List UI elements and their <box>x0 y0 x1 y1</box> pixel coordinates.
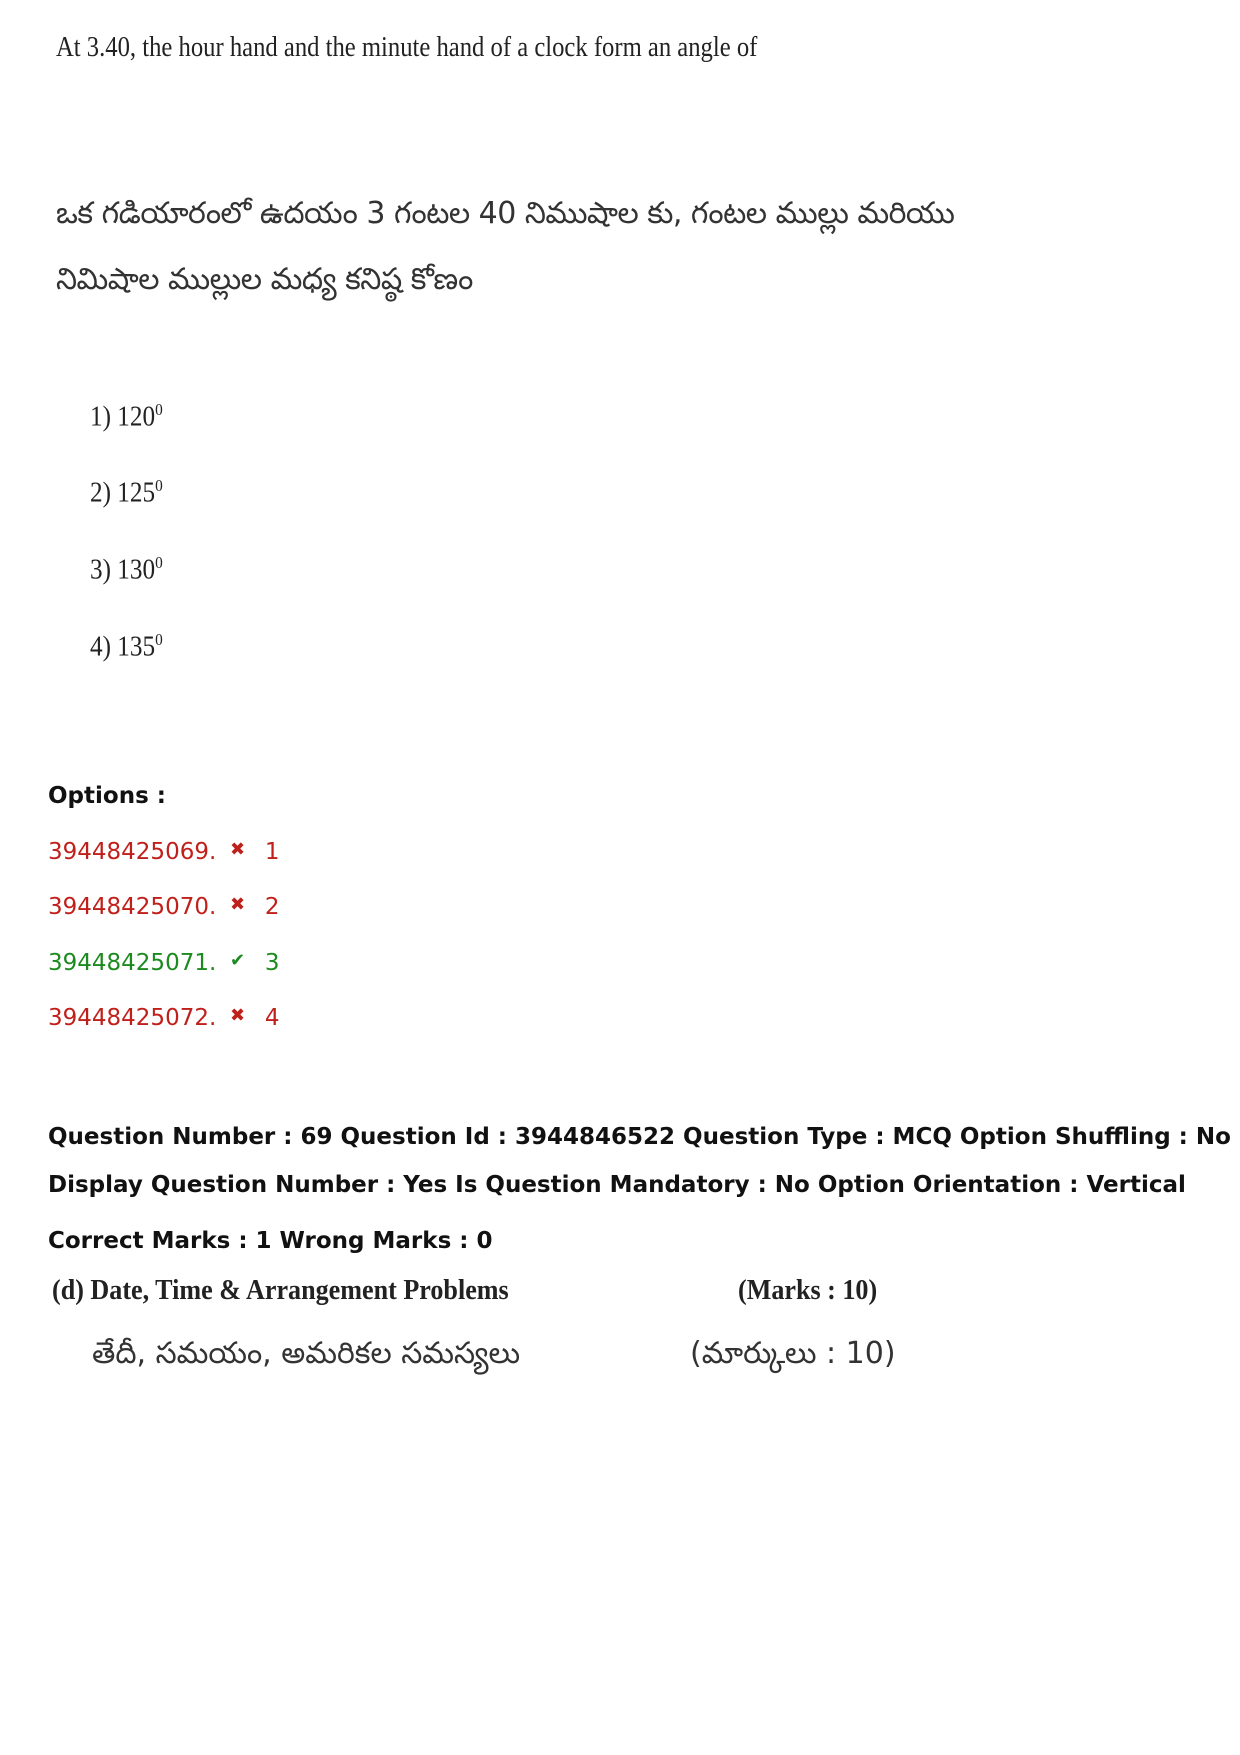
choice-value: 130 <box>117 554 156 586</box>
choice-1 <box>90 400 163 433</box>
question-meta-line3: Correct Marks : 1 Wrong Marks : 0 <box>48 1228 493 1254</box>
choice-label: 2) <box>90 477 111 509</box>
choice-value: 120 <box>117 401 156 433</box>
choice-3 <box>90 553 163 586</box>
option-number: 1 <box>264 839 280 865</box>
option-row-3 <box>48 950 280 976</box>
section-title-english: (d) Date, Time & Arrangement Problems <box>52 1274 509 1306</box>
option-row-4 <box>48 1005 280 1031</box>
choice-label: 1) <box>90 401 111 433</box>
option-number: 4 <box>264 1005 280 1031</box>
choice-degree: 0 <box>155 400 163 419</box>
section-title-telugu: తేదీ, సమయం, అమరికల సమస్యలు <box>92 1336 521 1371</box>
question-meta-line1: Question Number : 69 Question Id : 3944846522 Question Type : MCQ Option Shuffling : No <box>48 1124 1231 1150</box>
question-text-english: At 3.40, the hour hand and the minute hand of a clock form an angle of <box>56 32 758 63</box>
section-marks-telugu: (మార్కులు : 10) <box>690 1336 896 1371</box>
choice-degree: 0 <box>155 476 163 495</box>
option-id: 39448425070. <box>48 894 217 920</box>
option-number: 3 <box>264 950 280 976</box>
choice-4 <box>90 630 163 663</box>
choice-2 <box>90 476 163 509</box>
question-text-telugu-line2: నిమిషాల ముల్లుల మధ్య కనిష్ఠ కోణం <box>56 262 473 297</box>
choice-label: 3) <box>90 554 111 586</box>
option-row-2 <box>48 894 280 920</box>
cross-icon: ✖ <box>230 894 246 915</box>
cross-icon: ✖ <box>230 1005 246 1026</box>
option-id: 39448425071. <box>48 950 217 976</box>
option-number: 2 <box>264 894 280 920</box>
question-text-telugu-line1: ఒక గడియారంలో ఉదయం 3 గంటల 40 నిముషాల కు, గంటల ముల్లు మరియు <box>56 196 955 231</box>
choice-degree: 0 <box>155 630 163 649</box>
choice-value: 125 <box>117 477 156 509</box>
section-marks-english: (Marks : 10) <box>738 1274 878 1306</box>
option-id: 39448425069. <box>48 839 217 865</box>
options-heading: Options : <box>48 783 166 809</box>
choice-label: 4) <box>90 631 111 663</box>
option-row-1 <box>48 839 280 865</box>
choice-value: 135 <box>117 631 156 663</box>
choice-degree: 0 <box>155 553 163 572</box>
option-id: 39448425072. <box>48 1005 217 1031</box>
cross-icon: ✖ <box>230 839 246 860</box>
question-meta-line2: Display Question Number : Yes Is Question Mandatory : No Option Orientation : Vertical <box>48 1172 1186 1198</box>
check-icon: ✔ <box>230 950 246 971</box>
